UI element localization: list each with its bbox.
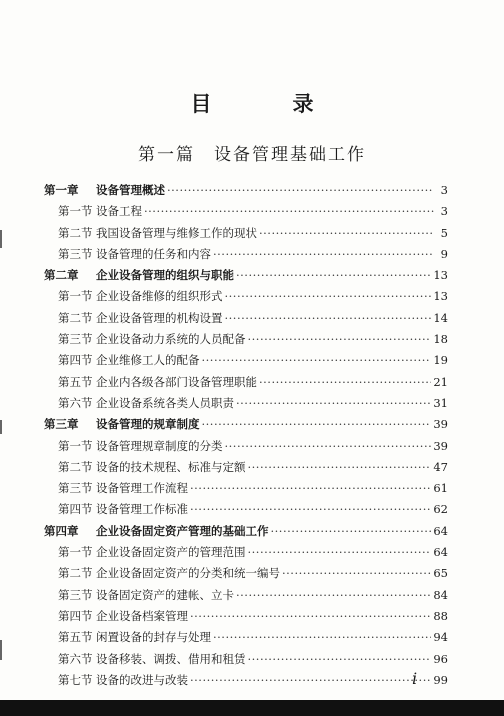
page-folio: i bbox=[412, 669, 418, 688]
scan-edge-mark bbox=[0, 420, 2, 434]
toc-page-number: 61 bbox=[433, 481, 448, 496]
toc-entry-label: 第二章 bbox=[44, 268, 79, 283]
toc-chapter-row bbox=[44, 414, 448, 435]
toc-entry-title: 企业设备管理的机构设置 bbox=[96, 310, 223, 325]
toc-entry-title: 我国设备管理与维修工作的现状 bbox=[96, 225, 257, 240]
toc-dot-leader bbox=[236, 265, 431, 286]
page-title: 目 录 bbox=[190, 91, 344, 116]
toc-entry-title: 设备管理工作标准 bbox=[96, 502, 188, 517]
toc-page-number: 96 bbox=[433, 651, 448, 666]
toc-page-number: 64 bbox=[433, 545, 448, 560]
toc-dot-leader bbox=[144, 201, 434, 222]
toc-entry-title: 企业设备管理的组织与职能 bbox=[96, 268, 234, 283]
toc-entry-label: 第一节 bbox=[58, 545, 93, 560]
toc-dot-leader bbox=[236, 393, 431, 414]
toc-section-row bbox=[44, 585, 448, 606]
toc-entry-label: 第三节 bbox=[58, 481, 93, 496]
toc-page-number: 39 bbox=[433, 438, 448, 453]
toc-page-number: 21 bbox=[433, 374, 448, 389]
toc-section-row bbox=[44, 286, 448, 307]
toc-entry-label: 第五节 bbox=[58, 630, 93, 645]
toc-page-number: 99 bbox=[433, 672, 448, 687]
toc-dot-leader bbox=[248, 649, 432, 670]
toc-entry-label: 第三节 bbox=[58, 246, 93, 261]
toc-dot-leader bbox=[167, 180, 434, 201]
toc-entry-label: 第五节 bbox=[58, 374, 93, 389]
toc-dot-leader bbox=[190, 670, 431, 691]
toc-entry-label: 第二节 bbox=[58, 310, 93, 325]
toc-chapter-row bbox=[44, 265, 448, 286]
toc-dot-leader bbox=[259, 372, 431, 393]
toc-dot-leader bbox=[225, 436, 432, 457]
toc-entry-title: 设备的改进与改装 bbox=[96, 672, 188, 687]
toc-entry-title: 闲置设备的封存与处理 bbox=[96, 630, 211, 645]
toc-entry-title: 企业维修工人的配备 bbox=[96, 353, 200, 368]
toc-dot-leader bbox=[190, 478, 431, 499]
toc-section-row bbox=[44, 393, 448, 414]
toc-dot-leader bbox=[225, 308, 432, 329]
toc-section-row bbox=[44, 606, 448, 627]
toc-entry-label: 第一节 bbox=[58, 204, 93, 219]
toc-chapter-row bbox=[44, 521, 448, 542]
toc-dot-leader bbox=[213, 244, 434, 265]
toc-page-number: 13 bbox=[433, 268, 448, 283]
toc-entry-title: 设备管理的规章制度 bbox=[96, 417, 200, 432]
toc-entry-title: 设备工程 bbox=[96, 204, 142, 219]
toc-entry-title: 企业设备固定资产的管理范围 bbox=[96, 545, 246, 560]
toc-section-row bbox=[44, 649, 448, 670]
toc-entry-title: 企业设备档案管理 bbox=[96, 608, 188, 623]
toc-entry-title: 设备固定资产的建帐、立卡 bbox=[96, 587, 234, 602]
toc-entry-title: 设备管理规章制度的分类 bbox=[96, 438, 223, 453]
toc-section-row bbox=[44, 478, 448, 499]
scan-edge-mark bbox=[0, 640, 2, 660]
toc-page-number: 94 bbox=[433, 630, 448, 645]
toc-entry-label: 第四节 bbox=[58, 353, 93, 368]
toc-entry-label: 第一章 bbox=[44, 183, 79, 197]
toc-dot-leader bbox=[248, 457, 432, 478]
toc-entry-label: 第四节 bbox=[58, 608, 93, 623]
toc-section-row bbox=[44, 350, 448, 371]
toc-page-number: 18 bbox=[433, 332, 448, 347]
toc-section-row bbox=[44, 244, 448, 265]
toc-entry-label: 第一节 bbox=[58, 438, 93, 453]
toc-section-row bbox=[44, 563, 448, 584]
toc-entry-label: 第七节 bbox=[58, 672, 93, 687]
toc-section-row bbox=[44, 627, 448, 648]
toc-section-row bbox=[44, 372, 448, 393]
toc-page-number: 65 bbox=[433, 566, 448, 581]
toc-section-row bbox=[44, 457, 448, 478]
toc-page-number: 64 bbox=[433, 523, 448, 538]
toc-entry-label: 第二节 bbox=[58, 459, 93, 474]
toc-entry-label: 第二节 bbox=[58, 225, 93, 240]
toc-dot-leader bbox=[190, 499, 431, 520]
toc-dot-leader bbox=[213, 627, 431, 648]
toc-section-row bbox=[44, 436, 448, 457]
toc-dot-leader bbox=[282, 563, 431, 584]
toc-page-number: 3 bbox=[440, 183, 448, 197]
toc-page-number: 39 bbox=[433, 417, 448, 432]
toc-entry-label: 第六节 bbox=[58, 395, 93, 410]
toc-page-number: 31 bbox=[433, 395, 448, 410]
toc-page-number: 88 bbox=[433, 608, 448, 623]
toc-page-number: 84 bbox=[433, 587, 448, 602]
toc-chapter-row bbox=[44, 180, 448, 201]
part-heading: 第一篇 设备管理基础工作 bbox=[138, 145, 366, 165]
toc-entry-title: 企业内各级各部门设备管理职能 bbox=[96, 374, 257, 389]
toc-section-row bbox=[44, 329, 448, 350]
toc-dot-leader bbox=[259, 223, 434, 244]
toc-entry-title: 设备移装、调拨、借用和租赁 bbox=[96, 651, 246, 666]
toc-dot-leader bbox=[202, 414, 432, 435]
toc-page-number: 3 bbox=[440, 204, 448, 219]
toc-entry-title: 设备管理工作流程 bbox=[96, 481, 188, 496]
toc-section-row bbox=[44, 223, 448, 244]
toc-entry-title: 企业设备维修的组织形式 bbox=[96, 289, 223, 304]
toc-dot-leader bbox=[271, 521, 432, 542]
toc-page-number: 5 bbox=[440, 225, 448, 240]
toc-entry-label: 第四节 bbox=[58, 502, 93, 517]
toc-entry-title: 企业设备固定资产的分类和统一编号 bbox=[96, 566, 280, 581]
toc-entry-label: 第三章 bbox=[44, 417, 79, 432]
toc-section-row bbox=[44, 542, 448, 563]
toc-page-number: 62 bbox=[433, 502, 448, 517]
toc-dot-leader bbox=[248, 542, 432, 563]
toc-entry-title: 企业设备动力系统的人员配备 bbox=[96, 332, 246, 347]
toc-dot-leader bbox=[236, 585, 431, 606]
toc-page-number: 14 bbox=[433, 310, 448, 325]
toc-entry-title: 企业设备系统各类人员职责 bbox=[96, 395, 234, 410]
toc-page-number: 9 bbox=[440, 246, 448, 261]
toc-entry-title: 设备的技术规程、标准与定额 bbox=[96, 459, 246, 474]
table-of-contents bbox=[44, 180, 448, 691]
toc-entry-label: 第六节 bbox=[58, 651, 93, 666]
toc-entry-label: 第一节 bbox=[58, 289, 93, 304]
toc-section-row bbox=[44, 670, 448, 691]
toc-page-number: 13 bbox=[433, 289, 448, 304]
toc-entry-title: 设备管理的任务和内容 bbox=[96, 246, 211, 261]
toc-page-number: 47 bbox=[433, 459, 448, 474]
toc-entry-label: 第三节 bbox=[58, 332, 93, 347]
scan-edge-mark bbox=[0, 230, 2, 248]
toc-page-number: 19 bbox=[433, 353, 448, 368]
toc-dot-leader bbox=[248, 329, 432, 350]
toc-entry-title: 设备管理概述 bbox=[96, 183, 165, 197]
toc-section-row bbox=[44, 308, 448, 329]
toc-dot-leader bbox=[202, 350, 432, 371]
toc-section-row bbox=[44, 499, 448, 520]
toc-entry-label: 第二节 bbox=[58, 566, 93, 581]
toc-entry-label: 第四章 bbox=[44, 523, 79, 538]
toc-entry-label: 第三节 bbox=[58, 587, 93, 602]
scan-border bbox=[0, 700, 504, 716]
toc-entry-title: 企业设备固定资产管理的基础工作 bbox=[96, 523, 269, 538]
toc-dot-leader bbox=[225, 286, 432, 307]
toc-section-row bbox=[44, 201, 448, 222]
toc-dot-leader bbox=[190, 606, 431, 627]
